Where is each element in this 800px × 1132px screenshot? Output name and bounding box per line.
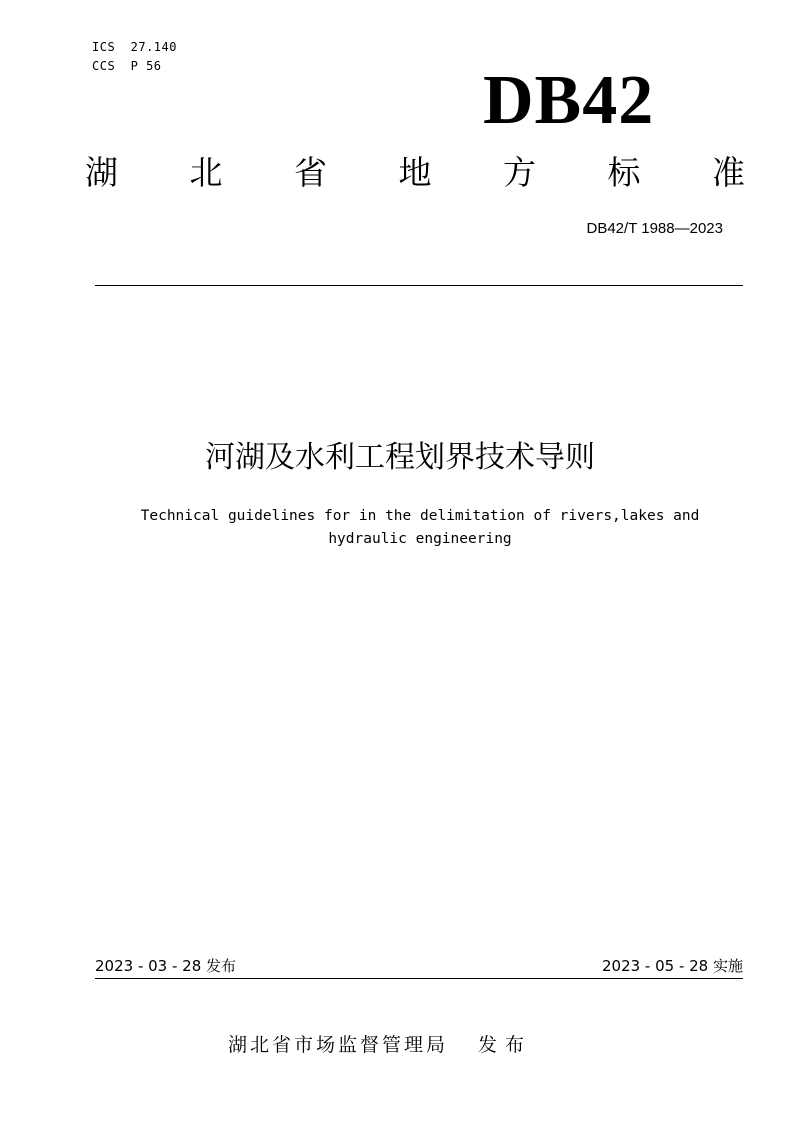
classification-codes: [92, 38, 177, 76]
standard-type-char: 准: [712, 153, 745, 192]
standard-logo: DB42: [483, 62, 655, 139]
implementation-date: 2023 - 05 - 28 实施: [601, 957, 743, 975]
issuing-authority: [228, 1030, 532, 1060]
issue-date: 2023 - 03 - 28 发布: [95, 957, 237, 975]
standard-type-char: 地: [398, 153, 432, 192]
issuer-name: 湖北省市场监督管理局: [228, 1034, 449, 1056]
standard-type-char: 标: [607, 153, 641, 192]
standard-type-char: 湖: [85, 153, 118, 192]
title-en-line-2: hydraulic engineering: [328, 531, 512, 547]
ccs-code: CCS P 56: [92, 59, 162, 73]
document-title-cn: 河湖及水利工程划界技术导则: [205, 440, 595, 475]
standard-type-char: 省: [294, 153, 327, 192]
title-en-line-1: Technical guidelines for in the delimitation of rivers,lakes and: [140, 508, 700, 524]
issuer-action: 发布: [478, 1034, 533, 1056]
standard-type-char: 北: [189, 153, 223, 192]
standard-type-title: [85, 150, 745, 196]
footer-divider: [95, 978, 743, 979]
standard-number: DB42/T 1988—2023: [586, 220, 723, 237]
header-divider: [95, 285, 743, 286]
standard-type-char: 方: [503, 153, 536, 192]
ics-code: ICS 27.140: [92, 40, 177, 54]
document-title-en: [100, 505, 740, 551]
